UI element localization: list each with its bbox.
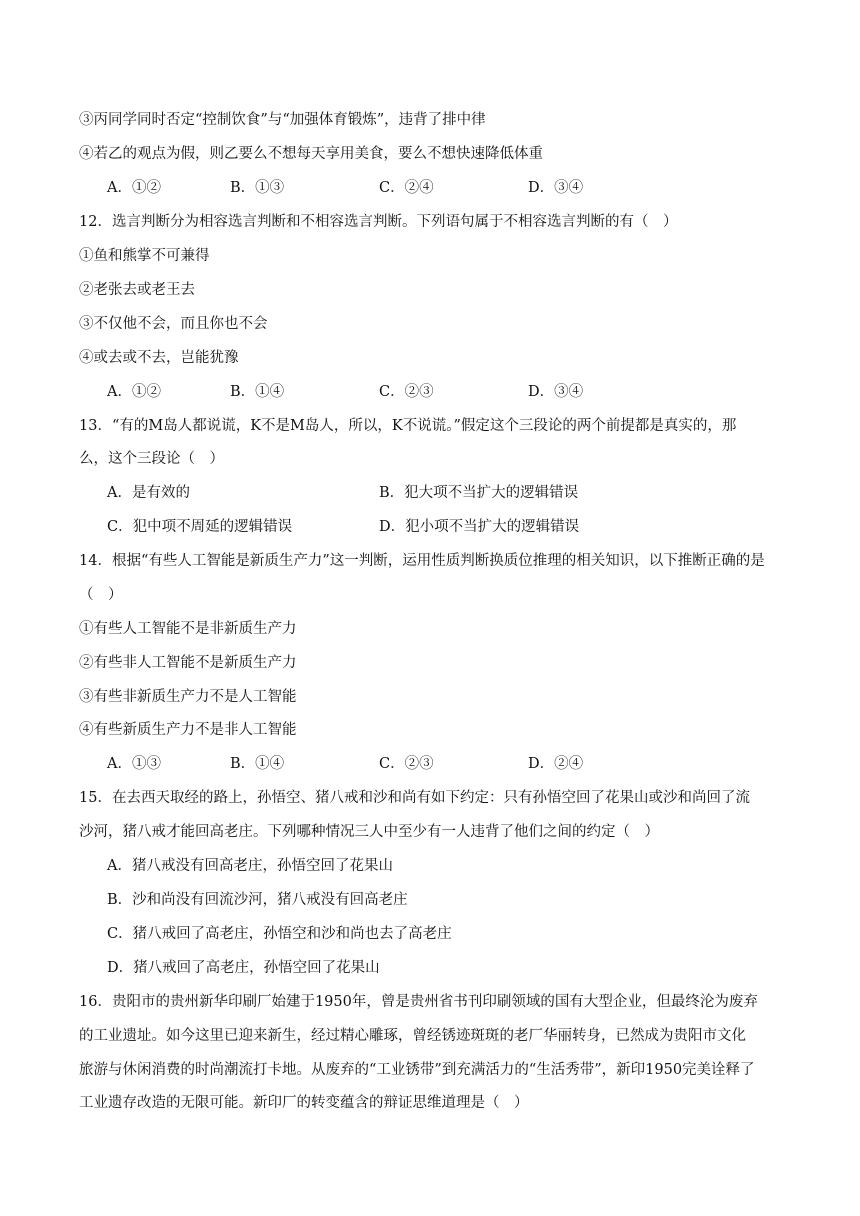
q14-statement-2: ②有些非人工智能不是新质生产力 [79, 655, 297, 671]
q14-option-b: B．①④ [230, 756, 285, 772]
q14-statement-1: ①有些人工智能不是非新质生产力 [79, 621, 297, 637]
q14-stem-line-2: （ ） [79, 587, 123, 603]
q12-statement-4: ④或去或不去，岂能犹豫 [79, 350, 239, 366]
q14-option-d: D．②④ [528, 756, 584, 772]
q14-stem-line-1: 14．根据“有些人工智能是新质生产力”这一判断，运用性质判断换质位推理的相关知识，以下推断正确的是 [79, 553, 765, 569]
q15-option-d: D．猪八戒回了高老庄，孙悟空回了花果山 [107, 960, 380, 976]
q11-option-a: A．①② [107, 180, 161, 196]
q12-option-b: B．①④ [230, 384, 285, 400]
q13-option-b: B．犯大项不当扩大的逻辑错误 [379, 485, 579, 501]
q13-option-a: A．是有效的 [107, 485, 190, 501]
q11-option-b: B．①③ [230, 180, 285, 196]
q15-option-b: B．沙和尚没有回流沙河，猪八戒没有回高老庄 [107, 892, 408, 908]
q12-statement-1: ①鱼和熊掌不可兼得 [79, 248, 210, 264]
q12-option-a: A．①② [107, 384, 161, 400]
q16-stem-line-1: 16．贵阳市的贵州新华印刷厂始建于1950年，曾是贵州省书刊印刷领域的国有大型企业，但最终沦为废弃 [79, 994, 758, 1010]
q15-stem-line-2: 沙河，猪八戒才能回高老庄。下列哪种情况三人中至少有一人违背了他们之间的约定（ ） [79, 824, 659, 840]
q13-stem-line-2: 么，这个三段论（ ） [79, 451, 224, 467]
q14-statement-3: ③有些非新质生产力不是人工智能 [79, 689, 297, 705]
q15-option-c: C．猪八戒回了高老庄，孙悟空和沙和尚也去了高老庄 [107, 926, 452, 942]
q16-stem-line-2: 的工业遗址。如今这里已迎来新生，经过精心雕琢，曾经锈迹斑斑的老厂华丽转身，已然成为贵阳市文化 [79, 1028, 746, 1044]
q12-statement-2: ②老张去或老王去 [79, 282, 195, 298]
q15-stem-line-1: 15．在去西天取经的路上，孙悟空、猪八戒和沙和尚有如下约定：只有孙悟空回了花果山或沙和尚回了流 [79, 790, 750, 806]
q11-statement-3: ③丙同学同时否定“控制饮食”与“加强体育锻炼”，违背了排中律 [79, 112, 486, 128]
q11-option-d: D．③④ [528, 180, 584, 196]
q12-option-c: C．②③ [379, 384, 434, 400]
q14-option-a: A．①③ [107, 756, 161, 772]
q16-stem-line-4: 工业遗存改造的无限可能。新印厂的转变蕴含的辩证思维道理是（ ） [79, 1095, 529, 1111]
q11-statement-4: ④若乙的观点为假，则乙要么不想每天享用美食，要么不想快速降低体重 [79, 146, 543, 162]
q14-option-c: C．②③ [379, 756, 434, 772]
q12-option-d: D．③④ [528, 384, 584, 400]
q13-option-c: C．犯中项不周延的逻辑错误 [107, 519, 293, 535]
q12-stem: 12．选言判断分为相容选言判断和不相容选言判断。下列语句属于不相容选言判断的有（ ） [79, 214, 678, 230]
q15-option-a: A．猪八戒没有回高老庄，孙悟空回了花果山 [107, 858, 393, 874]
q13-option-d: D．犯小项不当扩大的逻辑错误 [379, 519, 580, 535]
q11-option-c: C．②④ [379, 180, 434, 196]
q12-statement-3: ③不仅他不会，而且你也不会 [79, 316, 268, 332]
q13-stem-line-1: 13．“有的M岛人都说谎，K不是M岛人，所以，K不说谎。”假定这个三段论的两个前提都是真实的，那 [79, 418, 737, 434]
q14-statement-4: ④有些新质生产力不是非人工智能 [79, 722, 297, 738]
q16-stem-line-3: 旅游与休闲消费的时尚潮流打卡地。从废弃的“工业锈带”到充满活力的“生活秀带”，新印1950完美诠释了 [79, 1062, 755, 1078]
